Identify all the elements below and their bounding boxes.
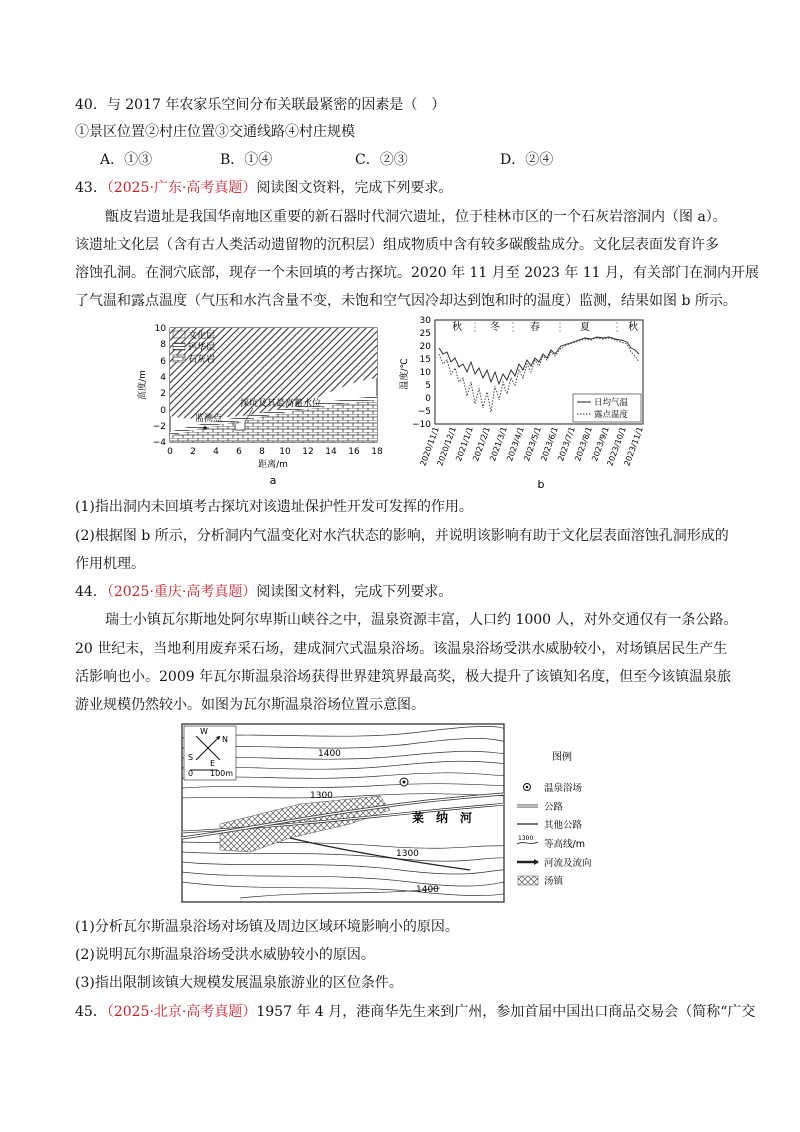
x-tick: 16 xyxy=(348,447,360,457)
q43-para-line: 甑皮岩遗址是我国华南地区重要的新石器时代洞穴遗址，位于桂林市区的一个石灰岩溶洞内（图 a）。 xyxy=(105,209,727,225)
x-tick: 2023/10/1 xyxy=(605,425,628,468)
y-tick: −10 xyxy=(412,420,431,430)
x-tick: 4 xyxy=(213,447,219,457)
q43-para-line: 该遗址文化层（含有古人类活动遗留物的沉积层）组成物质中含有较多碳酸盐成分。文化层表面发育许多 xyxy=(75,237,719,253)
x-tick: 2023/5/1 xyxy=(522,425,543,463)
legend-spa: 温泉浴场 xyxy=(544,783,583,794)
scale-100m: 100m xyxy=(210,769,234,778)
q43-number: 43． xyxy=(75,180,107,196)
y-tick: −4 xyxy=(152,438,166,448)
figure-b-caption: b xyxy=(537,478,545,491)
season-label: 夏 xyxy=(580,322,590,333)
contour-label: 1300 xyxy=(396,849,419,859)
y-tick: 10 xyxy=(154,324,166,334)
season-label: 冬 xyxy=(490,322,500,333)
y-tick: 20 xyxy=(419,342,431,352)
x-tick: 2021/1/1 xyxy=(454,425,475,463)
x-tick: 2023/9/1 xyxy=(590,425,611,463)
q44-para-line: 活影响也小。2009 年瓦尔斯温泉浴场获得世界建筑界最高奖，极大提升了该镇知名度，但至今该镇温泉旅 xyxy=(75,669,732,685)
x-tick: 2023/4/1 xyxy=(505,425,526,463)
x-tick: 2020/12/1 xyxy=(435,425,458,468)
x-tick: 2023/11/1 xyxy=(622,425,645,468)
y-tick: 25 xyxy=(419,329,431,339)
river-label: 莱 纳 河 xyxy=(412,811,473,825)
x-tick: 6 xyxy=(236,447,242,457)
figure-vals-map xyxy=(180,720,620,910)
y-tick: 15 xyxy=(419,355,431,365)
q40-options xyxy=(100,150,553,170)
season-label: 秋 xyxy=(628,322,638,333)
q45-source: （2025·北京·高考真题） xyxy=(106,1004,257,1020)
y-tick: 30 xyxy=(419,316,431,326)
x-tick: 10 xyxy=(279,447,291,457)
q40-factors: ①景区位置②村庄位置③交通线路④村庄规模 xyxy=(75,124,355,140)
legend-contour: 等高线/m xyxy=(544,839,585,850)
q44-sub-question: (1)分析瓦尔斯温泉浴场对场镇及周边区域环境影响小的原因。 xyxy=(75,919,459,935)
q44-sub-question: (2)说明瓦尔斯温泉浴场受洪水威胁较小的原因。 xyxy=(75,947,375,963)
legend-air-temp: 日均气温 xyxy=(594,398,629,408)
y-tick: 0 xyxy=(160,406,166,416)
x-tick: 2023/7/1 xyxy=(556,425,577,463)
q45-text: 1957 年 4 月，港商华先生来到广州，参加首届中国出口商品交易会（简称“广交 xyxy=(256,1004,756,1020)
q43-sub-question: 作用机理。 xyxy=(75,556,145,572)
q40-stem: 40．与 2017 年农家乐空间分布关联最紧密的因素是（ ） xyxy=(75,97,446,113)
compass-n: N xyxy=(222,735,228,744)
x-tick: 2023/6/1 xyxy=(539,425,560,463)
option-b[interactable]: B．①④ xyxy=(220,152,273,168)
legend-calcite-layer: 钙华层 xyxy=(188,343,216,353)
q43-source: （2025·广东·高考真题） xyxy=(106,180,257,196)
q43-sub-question: (2)根据图 b 所示，分析洞内气温变化对水汽状态的影响，并说明该影响有助于文化层表面溶蚀孔洞形成的 xyxy=(75,528,729,544)
q44-instruction: 阅读图文材料，完成下列要求。 xyxy=(256,584,453,600)
y-axis-label: 高度/m xyxy=(138,370,148,400)
legend-title: 图例 xyxy=(552,752,572,763)
figure-a-caption: a xyxy=(269,474,277,487)
q43-instruction: 阅读图文资料，完成下列要求。 xyxy=(256,180,453,196)
compass-w: W xyxy=(200,727,208,736)
label-pit: 探坑及其最高蓄水位 xyxy=(240,399,322,409)
compass-s: S xyxy=(188,753,194,762)
q44-para-line: 瑞士小镇瓦尔斯地处阿尔卑斯山峡谷之中，温泉资源丰富，人口约 1000 人，对外交通仅有一条公路。 xyxy=(105,612,738,628)
figure-a-cave-profile xyxy=(135,318,390,488)
x-tick: 0 xyxy=(167,447,173,457)
y-tick: 0 xyxy=(425,394,431,404)
y-axis-label: 温度/℃ xyxy=(400,358,410,390)
y-tick: 10 xyxy=(419,368,431,378)
contour-label: 1400 xyxy=(318,749,341,759)
legend-town: 汤镇 xyxy=(544,876,564,887)
x-tick: 2021/2/1 xyxy=(471,425,492,463)
figure-b-temperature-chart xyxy=(395,312,655,492)
season-label: 春 xyxy=(530,322,540,333)
legend-limestone: 石灰岩 xyxy=(188,355,216,365)
x-tick: 18 xyxy=(371,447,383,457)
y-tick: −5 xyxy=(417,407,431,417)
contour-label: 1400 xyxy=(416,885,439,895)
x-tick: 2020/11/1 xyxy=(418,425,441,468)
x-tick: 2021/3/1 xyxy=(488,425,509,463)
season-label: 秋 xyxy=(452,322,462,333)
option-c[interactable]: C．②③ xyxy=(355,152,408,168)
q45-number: 45． xyxy=(75,1004,107,1020)
q44-header xyxy=(75,582,452,602)
scale-zero: 0 xyxy=(188,769,194,778)
x-tick: 2023/8/1 xyxy=(573,425,594,463)
x-tick: 8 xyxy=(259,447,265,457)
q44-para-line: 20 世纪末，当地利用废弃采石场，建成洞穴式温泉浴场。该温泉浴场受洪水威胁较小，对场镇居民生产生 xyxy=(75,641,728,657)
legend-road: 公路 xyxy=(544,802,564,813)
q44-para-line: 游业规模仍然较小。如图为瓦尔斯温泉浴场位置示意图。 xyxy=(75,697,425,713)
y-tick: 4 xyxy=(160,373,166,383)
y-tick: 2 xyxy=(160,389,166,399)
y-tick: 5 xyxy=(425,381,431,391)
legend-culture-layer: 文化层 xyxy=(188,331,216,341)
q43-para-line: 溶蚀孔洞。在洞穴底部，现存一个未回填的考古探坑。2020 年 11 月至 2023 年 11 月，有关部门在洞内开展 xyxy=(75,265,760,281)
q45-header xyxy=(75,1002,755,1022)
legend-dew-point: 露点温度 xyxy=(594,410,629,420)
legend-river: 河流及流向 xyxy=(544,858,592,869)
compass-e: E xyxy=(210,759,216,768)
option-a[interactable]: A．①③ xyxy=(100,152,153,168)
label-monitor-point: 监测点 xyxy=(195,414,223,424)
x-axis-label: 距离/m xyxy=(258,460,288,470)
contour-label: 1300 xyxy=(310,791,333,801)
legend-other-road: 其他公路 xyxy=(544,820,583,831)
x-tick: 12 xyxy=(302,447,314,457)
x-tick: 14 xyxy=(325,447,337,457)
y-tick: 8 xyxy=(160,340,166,350)
q43-sub-question: (1)指出洞内未回填考古探坑对该遗址保护性开发可发挥的作用。 xyxy=(75,499,473,515)
q43-para-line: 了气温和露点温度（气压和水汽含量不变，未饱和空气因冷却达到饱和时的温度）监测，结果如图 b 所示。 xyxy=(75,293,737,309)
legend-contour-sample: 1300 xyxy=(518,835,534,842)
q44-source: （2025·重庆·高考真题） xyxy=(106,584,257,600)
y-tick: −2 xyxy=(152,422,166,432)
q43-header xyxy=(75,178,452,198)
q44-sub-question: (3)指出限制该镇大规模发展温泉旅游业的区位条件。 xyxy=(75,975,403,991)
q44-number: 44． xyxy=(75,584,107,600)
y-tick: 6 xyxy=(160,357,166,367)
x-tick: 2 xyxy=(190,447,196,457)
option-d[interactable]: D．②④ xyxy=(500,152,554,168)
